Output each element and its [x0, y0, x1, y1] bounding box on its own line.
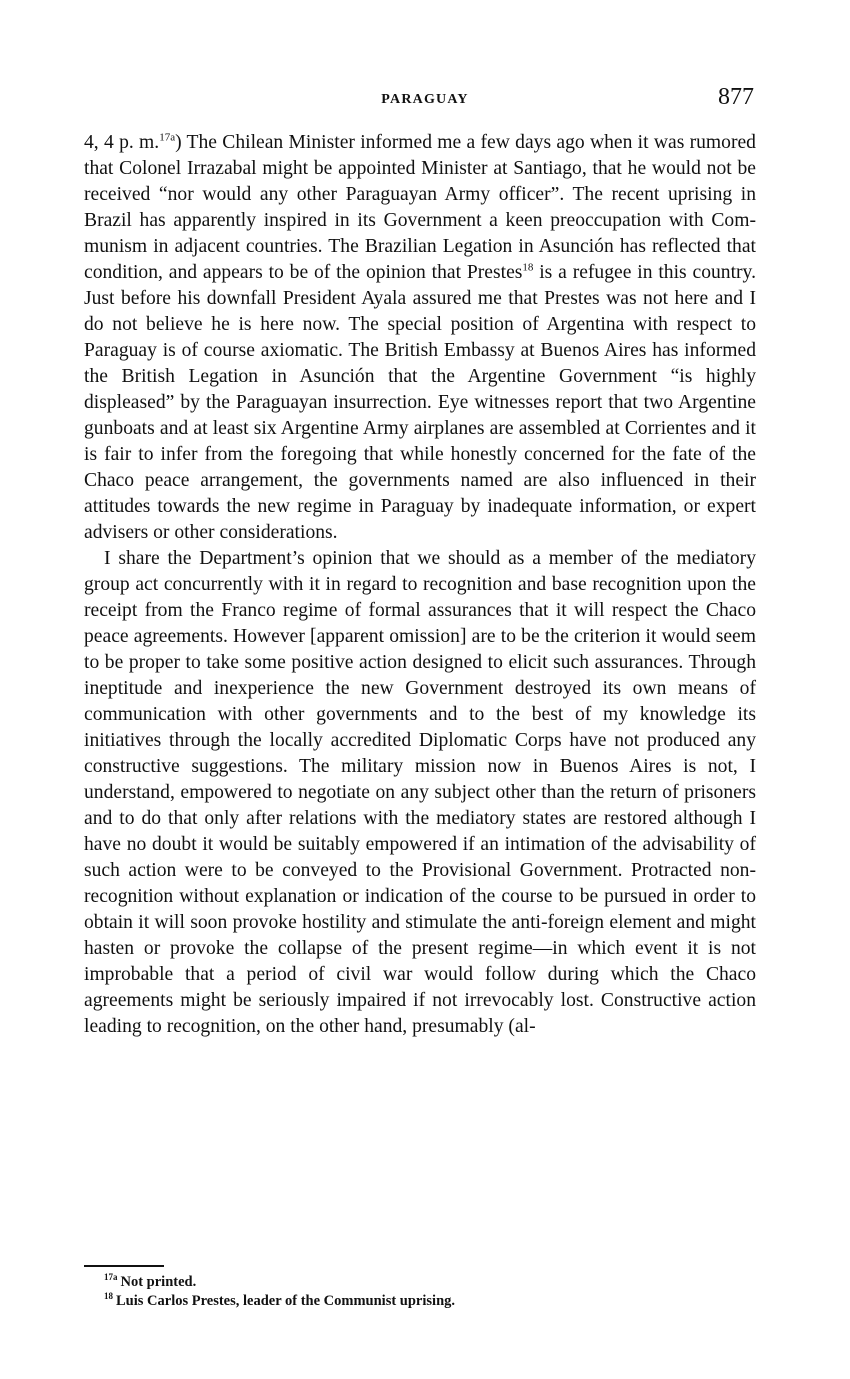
footnote-ref-18: 18: [522, 261, 534, 274]
paragraph-1-text-b: is a refugee in this country. Just before his downfall President Ayala assured me that Prestes was not here and I do not believe he is here now. The special position of Argentina with respect to Paraguay is of course axiomatic. The British Embassy at Buenos Aires has informed the British Legation in Asunción that the Argentine Government “is highly displeased” by the Paraguayan insurrection. Eye witnesses report that two Argentine gunboats and at least six Argentine Army airplanes are assembled at Corrientes and it is fair to infer from the foregoing that while honestly concerned for the fate of the Chaco peace arrangement, the governments named are also influenced in their attitudes towards the new regime in Paraguay by inadequate information, or expert advisers or other considerations.: [84, 262, 756, 543]
footnote-ref-17a: 17a: [159, 131, 176, 144]
footnote-mark: 18: [104, 1291, 113, 1302]
section-title: PARAGUAY: [381, 92, 469, 107]
paragraph-1-text-a: ) The Chilean Minister informed me a few days ago when it was rumored that Colonel Irrazabal might be appointed Minister at Santiago, that he would not be received “nor would any other Paraguayan Army officer”. The recent uprising in Brazil has apparently inspired in its Government a keen preoccupation with Communism in adjacent countries. The Brazilian Legation in Asunción has reflected that condition, and appears to be of the opinion that Prestes: [84, 132, 756, 283]
paragraph-1-lead: 4, 4 p. m.: [84, 132, 160, 153]
running-head: [0, 84, 850, 117]
footnote-17a: [104, 1273, 756, 1292]
footnote-18: [104, 1292, 756, 1311]
footnote-text: Not printed.: [120, 1274, 197, 1290]
paragraph-1: [84, 130, 756, 546]
footnotes: [104, 1273, 756, 1311]
body-text: [84, 130, 756, 1040]
paragraph-2: I share the Department’s opinion that we should as a member of the mediatory group act concurrently with it in regard to recognition and base recognition upon the receipt from the Franco regime of formal assurances that it will respect the Chaco peace agreements. However [apparent omission] are to be the criterion it would seem to be proper to take some positive action designed to elicit such assurances. Through ineptitude and inexperience the new Government destroyed its own means of communication with other governments and to the best of my knowledge its initiatives through the locally accredited Diplomatic Corps have not produced any constructive suggestions. The military mission now in Buenos Aires is not, I understand, empowered to negotiate on any subject other than the return of prisoners and to do that only after relations with the mediatory states are restored although I have no doubt it would be suitably empowered if an intimation of the advisability of such action were to be conveyed to the Provisional Government. Protracted nonrecognition without explanation or indication of the course to be pursued in order to obtain it will soon provoke hostility and stimulate the anti-foreign element and might hasten or provoke the collapse of the present regime—in which event it is not improbable that a period of civil war would follow during which the Chaco agreements might be seriously impaired if not irrevocably lost. Constructive action leading to recognition, on the other hand, presumably (al-: [84, 548, 756, 1037]
footnote-mark: 17a: [104, 1272, 118, 1283]
footnote-divider: [84, 1265, 164, 1267]
footnote-text: Luis Carlos Prestes, leader of the Communist uprising.: [116, 1293, 456, 1309]
page-number: 877: [718, 84, 754, 110]
